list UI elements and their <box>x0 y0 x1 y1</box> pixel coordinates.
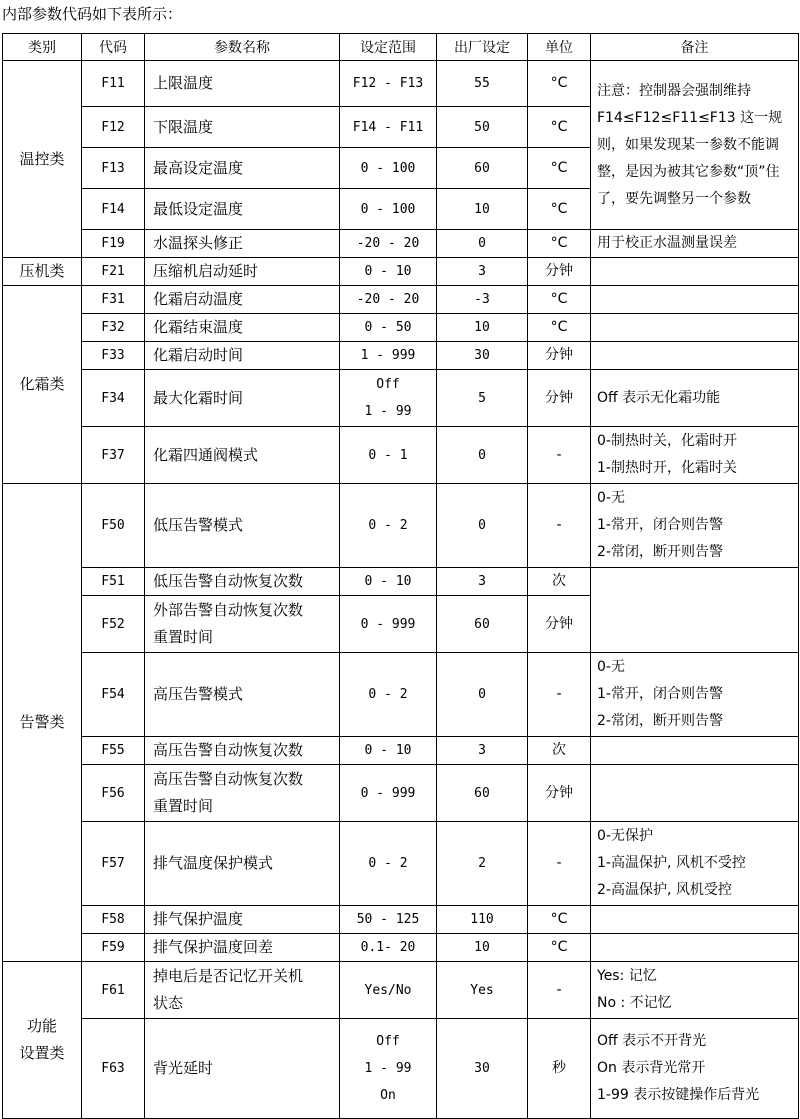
table-row <box>3 934 799 962</box>
code-cell: F37 <box>82 427 145 484</box>
default-cell: Yes <box>437 962 528 1019</box>
name-cell: 化霜四通阀模式 <box>145 427 340 484</box>
note-cell: 用于校正水温测量误差 <box>591 230 799 258</box>
note-line: 1-制热时开，化霜时关 <box>597 460 737 476</box>
code-cell: F19 <box>82 230 145 258</box>
name-line: 重置时间 <box>153 628 214 646</box>
note-cell <box>591 314 799 342</box>
code-cell: F54 <box>82 653 145 737</box>
default-cell: 60 <box>437 148 528 189</box>
code-cell: F34 <box>82 370 145 427</box>
code-cell: F57 <box>82 822 145 906</box>
header-code: 代码 <box>82 34 145 61</box>
unit-cell: - <box>528 484 591 568</box>
default-cell: 3 <box>437 258 528 286</box>
unit-cell: °C <box>528 286 591 314</box>
range-cell: 0 - 999 <box>340 765 437 822</box>
unit-cell: - <box>528 653 591 737</box>
default-cell: 55 <box>437 61 528 107</box>
code-cell: F61 <box>82 962 145 1019</box>
note-line: 0-无 <box>597 490 625 506</box>
default-cell: 10 <box>437 189 528 230</box>
unit-cell: °C <box>528 314 591 342</box>
range-cell: -20 - 20 <box>340 286 437 314</box>
name-cell: 化霜启动时间 <box>145 342 340 370</box>
name-cell: 排气温度保护模式 <box>145 822 340 906</box>
category-line: 设置类 <box>19 1044 65 1062</box>
range-line: Off <box>376 377 400 392</box>
note-cell <box>591 934 799 962</box>
code-cell: F32 <box>82 314 145 342</box>
name-cell: 化霜结束温度 <box>145 314 340 342</box>
table-row <box>3 286 799 314</box>
code-cell: F12 <box>82 107 145 148</box>
name-cell: 低压告警模式 <box>145 484 340 568</box>
default-cell: 0 <box>437 230 528 258</box>
unit-cell: 次 <box>528 737 591 765</box>
range-cell: 1 - 999 <box>340 342 437 370</box>
name-cell: 压缩机启动延时 <box>145 258 340 286</box>
range-line: 1 - 99 <box>364 404 412 419</box>
note-cell <box>591 822 799 906</box>
table-row <box>3 568 799 596</box>
range-cell: 0 - 10 <box>340 568 437 596</box>
range-cell: 0 - 10 <box>340 737 437 765</box>
note-cell <box>591 653 799 737</box>
unit-cell: - <box>528 427 591 484</box>
range-cell: 0 - 999 <box>340 596 437 653</box>
default-cell: -3 <box>437 286 528 314</box>
range-line: Off <box>376 1034 400 1049</box>
range-cell: 0 - 2 <box>340 653 437 737</box>
code-cell: F59 <box>82 934 145 962</box>
default-cell: 3 <box>437 568 528 596</box>
range-cell: F14 - F11 <box>340 107 437 148</box>
unit-cell: °C <box>528 61 591 107</box>
code-cell: F13 <box>82 148 145 189</box>
note-cell <box>591 737 799 765</box>
unit-cell: - <box>528 962 591 1019</box>
name-cell: 排气保护温度回差 <box>145 934 340 962</box>
unit-cell: 分钟 <box>528 370 591 427</box>
name-cell: 高压告警自动恢复次数 <box>145 737 340 765</box>
range-cell: 0 - 100 <box>340 189 437 230</box>
note-cell: Off 表示无化霜功能 <box>591 370 799 427</box>
note-line: 2-常闭，断开则告警 <box>597 544 723 560</box>
name-line: 掉电后是否记忆开关机 <box>153 967 304 985</box>
table-row <box>3 427 799 484</box>
note-cell <box>591 568 799 653</box>
range-cell: 0.1- 20 <box>340 934 437 962</box>
code-cell: F31 <box>82 286 145 314</box>
name-cell: 水温探头修正 <box>145 230 340 258</box>
range-cell: 0 - 100 <box>340 148 437 189</box>
name-cell: 最低设定温度 <box>145 189 340 230</box>
table-row <box>3 822 799 906</box>
default-cell: 30 <box>437 1019 528 1119</box>
note-line: 0-制热时关，化霜时开 <box>597 433 737 449</box>
unit-cell: °C <box>528 189 591 230</box>
note-line: No : 不记忆 <box>597 995 672 1011</box>
unit-cell: 分钟 <box>528 765 591 822</box>
name-line: 高压告警自动恢复次数 <box>153 770 304 788</box>
note-cell <box>591 286 799 314</box>
note-line: 0-无 <box>597 659 625 675</box>
code-cell: F50 <box>82 484 145 568</box>
table-row <box>3 765 799 822</box>
note-line: On 表示背光常开 <box>597 1060 706 1076</box>
name-line: 外部告警自动恢复次数 <box>153 601 304 619</box>
code-cell: F58 <box>82 906 145 934</box>
note-text: 注意：控制器会强制维持 F14≤F12≤F11≤F13 这一规则，如果发现某一参数不能调整，是因为被其它参数“顶”住了，要先调整另一个参数 <box>597 82 783 207</box>
header-default: 出厂设定 <box>437 34 528 61</box>
table-row <box>3 484 799 568</box>
unit-cell: 分钟 <box>528 258 591 286</box>
range-cell: -20 - 20 <box>340 230 437 258</box>
name-cell <box>145 962 340 1019</box>
name-cell: 下限温度 <box>145 107 340 148</box>
table-row <box>3 258 799 286</box>
header-category: 类别 <box>3 34 82 61</box>
note-cell <box>591 1019 799 1119</box>
range-line: 1 - 99 <box>364 1061 412 1076</box>
table-row <box>3 342 799 370</box>
category-cell: 压机类 <box>3 258 82 286</box>
default-cell: 30 <box>437 342 528 370</box>
header-note: 备注 <box>591 34 799 61</box>
code-cell: F14 <box>82 189 145 230</box>
name-cell: 化霜启动温度 <box>145 286 340 314</box>
category-line: 功能 <box>26 1017 57 1035</box>
range-cell: Yes/No <box>340 962 437 1019</box>
default-cell: 0 <box>437 653 528 737</box>
default-cell: 50 <box>437 107 528 148</box>
default-cell: 3 <box>437 737 528 765</box>
name-cell: 低压告警自动恢复次数 <box>145 568 340 596</box>
note-cell <box>591 61 799 230</box>
name-cell: 最高设定温度 <box>145 148 340 189</box>
note-cell <box>591 962 799 1019</box>
code-cell: F56 <box>82 765 145 822</box>
note-line: Off 表示不开背光 <box>597 1033 707 1049</box>
category-cell: 温控类 <box>3 61 82 258</box>
default-cell: 10 <box>437 314 528 342</box>
note-cell <box>591 342 799 370</box>
note-cell <box>591 906 799 934</box>
name-cell <box>145 765 340 822</box>
range-cell <box>340 1019 437 1119</box>
name-line: 重置时间 <box>153 797 214 815</box>
range-cell: 0 - 10 <box>340 258 437 286</box>
note-line: 0-无保护 <box>597 828 653 844</box>
category-cell <box>3 962 82 1119</box>
unit-cell: °C <box>528 906 591 934</box>
unit-cell: 次 <box>528 568 591 596</box>
parameter-table <box>2 33 799 1119</box>
category-cell: 告警类 <box>3 484 82 962</box>
header-param-name: 参数名称 <box>145 34 340 61</box>
unit-cell: °C <box>528 230 591 258</box>
range-cell: 0 - 2 <box>340 822 437 906</box>
code-cell: F21 <box>82 258 145 286</box>
unit-cell: °C <box>528 148 591 189</box>
name-cell: 高压告警模式 <box>145 653 340 737</box>
default-cell: 110 <box>437 906 528 934</box>
note-cell <box>591 765 799 822</box>
default-cell: 5 <box>437 370 528 427</box>
note-line: 1-高温保护, 风机不受控 <box>597 855 746 871</box>
note-line: Yes: 记忆 <box>597 968 657 984</box>
default-cell: 2 <box>437 822 528 906</box>
unit-cell: °C <box>528 934 591 962</box>
range-line: On <box>380 1088 396 1103</box>
note-line: 1-常开，闭合则告警 <box>597 517 723 533</box>
unit-cell: 分钟 <box>528 596 591 653</box>
note-line: 2-高温保护, 风机受控 <box>597 882 732 898</box>
table-row <box>3 314 799 342</box>
note-cell <box>591 258 799 286</box>
table-row <box>3 962 799 1019</box>
default-cell: 60 <box>437 596 528 653</box>
code-cell: F63 <box>82 1019 145 1119</box>
default-cell: 0 <box>437 427 528 484</box>
unit-cell: - <box>528 822 591 906</box>
header-range: 设定范围 <box>340 34 437 61</box>
range-cell: 0 - 2 <box>340 484 437 568</box>
unit-cell: 秒 <box>528 1019 591 1119</box>
name-cell: 背光延时 <box>145 1019 340 1119</box>
table-row <box>3 1019 799 1119</box>
table-row <box>3 653 799 737</box>
table-row <box>3 737 799 765</box>
unit-cell: 分钟 <box>528 342 591 370</box>
intro-text: 内部参数代码如下表所示： <box>2 5 183 23</box>
table-row <box>3 370 799 427</box>
code-cell: F55 <box>82 737 145 765</box>
note-line: 1-常开，闭合则告警 <box>597 686 723 702</box>
name-cell: 排气保护温度 <box>145 906 340 934</box>
table-row <box>3 230 799 258</box>
note-cell <box>591 484 799 568</box>
note-cell <box>591 427 799 484</box>
default-cell: 10 <box>437 934 528 962</box>
name-cell <box>145 596 340 653</box>
code-cell: F11 <box>82 61 145 107</box>
header-unit: 单位 <box>528 34 591 61</box>
table-row <box>3 61 799 107</box>
name-line: 状态 <box>153 994 184 1012</box>
range-cell: F12 - F13 <box>340 61 437 107</box>
category-cell: 化霜类 <box>3 286 82 484</box>
range-cell: 50 - 125 <box>340 906 437 934</box>
note-line: 2-常闭，断开则告警 <box>597 713 723 729</box>
name-cell: 上限温度 <box>145 61 340 107</box>
table-row <box>3 906 799 934</box>
code-cell: F51 <box>82 568 145 596</box>
unit-cell: °C <box>528 107 591 148</box>
code-cell: F33 <box>82 342 145 370</box>
range-cell: 0 - 1 <box>340 427 437 484</box>
note-line: 1-99 表示按键操作后背光 <box>597 1087 760 1103</box>
range-cell <box>340 370 437 427</box>
name-cell: 最大化霜时间 <box>145 370 340 427</box>
default-cell: 0 <box>437 484 528 568</box>
code-cell: F52 <box>82 596 145 653</box>
range-cell: 0 - 50 <box>340 314 437 342</box>
header-row <box>3 34 799 61</box>
default-cell: 60 <box>437 765 528 822</box>
